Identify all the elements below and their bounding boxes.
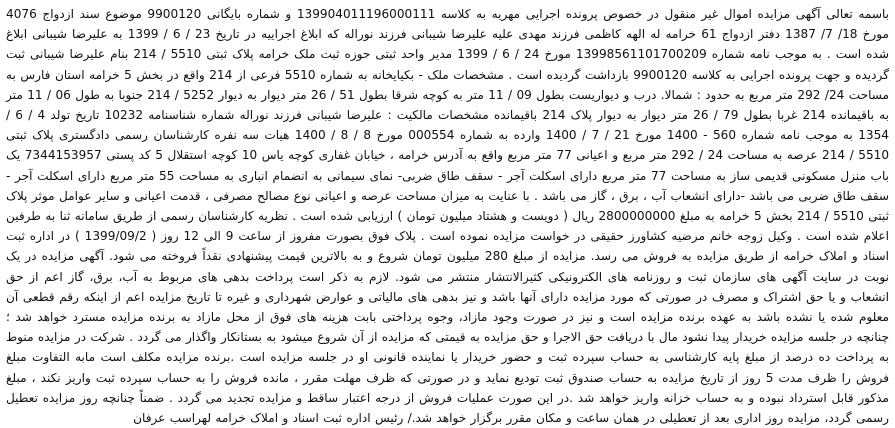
auction-notice-text: باسمه تعالی آگهی مزایده اموال غیر منقول در خصوص پرونده اجرایی مهریه به کلاسه 139904011196000111 و شماره بایگانی 9900120 موضوع سند ازدواج 4076 مورخ 18/ 7/ 1387 دفتر ازدواج 61 خرامه له الهه کاظمی فرزند مهدی علیه علیرضا شیبانی فرزند نوراله که ابلاغ اجراییه در تاریخ 23 / 6 / 1399 به علیرضا شیبانی ابلاغ شده است . به موجب نامه شماره 13998561101700209 مورخ 24 / 6 / 1399 مدیر واحد ثبتی حوزه ثبت ملک خرامه پلاک ثبتی 5510 / 214 بنام علیرضا شیبانی ثبت گردیده و جهت پرونده اجرایی به کلاسه 9900120 بازداشت گردیده است . مشخصات ملک - بکیایخانه به شماره 5510 فرعی از 214 واقع در بخش 5 خرامه استان فارس به مساحت 24/ 292 متر مربع به حدود : شمالا. درب و دیواریست بطول 09 / 11 متر به کوچه شرقا بطول 51 / 26 متر دیوار به دیوار 5252 / 214 جنوبا به طول 06 / 11 متر به باقیمانده 214 غربا بطول 79 / 26 متر دیوار به دیوار پلاک 214 باقیمانده مشخصات مالکیت : علیرضا شیبانی فرزند نوراله شماره شناسنامه 10232 تاریخ تولد 4 / 6 / 1354 به موجب نامه شماره 560 - 1400 مورخ 21 / 7 / 1400 وارده به شماره 000554 مورخ 8 / 8 / 1400 هیات سه نفره کارشناسان رسمی دادگستری پلاک ثبتی 5510 / 214 عرصه به مساحت 24 / 292 متر مربع و اعیانی 77 متر مربع واقع به آدرس خرامه ، خیابان غفاری کوچه یاس 10 کوچه استقلال 5 کد پستی 7344153957 یک باب منزل مسکونی قدیمی ساز به مساحت 77 متر مربع دارای اسکلت آجر - سقف طاق ضربی- نمای سیمانی به انضمام انباری به مساحت 55 متر مربع دارای اسکلت آجر - سقف طاق ضربی می باشد -دارای انشعاب آب ، برق ، گاز می باشد . با عنایت به میزان مساحت عرصه و اعیانی نوع مصالح مصرفی ، قدمت اعیانی و سایر عوامل موثر پلاک ثبتی 5510 / 214 بخش 5 خرامه به مبلغ 2800000000 ریال ( دویست و هشتاد میلیون تومان ) ارزیابی شده است . نظریه کارشناسان رسمی از طریق سامانه ثنا به طرفین اعلام شده است . وکیل زوجه خانم مرضیه کشاورز حقیقی در خواست مزایده نموده است . پلاک فوق بصورت مفروز از ساعت 9 الی 12 روز ( 1399/09/2 ) در اداره ثبت اسناد و املاک خرامه از طریق مزایده به فروش می رسد. مزایده از مبلغ 280 میلیون تومان شروع و به بالاترین قیمت پیشنهادی نقداً فروخته می شود. آگهی مزایده در یک نوبت در سایت آگهی های سازمان ثبت و روزنامه های الکترونیکی کثیرالانتشار منتشر می شود. لازم به ذکر است پرداخت بدهی های مربوط به آب، برق، گاز اعم از حق انشعاب و یا حق اشتراک و مصرف در صورتی که مورد مزایده دارای آنها باشد و نیز بدهی های مالیاتی و عوارض شهرداری و غیره تا تاریخ مزایده اعم از اینکه رقم قطعی آن معلوم شده یا نشده باشد به عهده برنده مزایده است و نیز در صورت وجود مازاد، وجوه پرداختی بابت هزینه های فوق از محل مازاد به برنده مزایده مسترد خواهد شد ؛ چنانچه در جلسه مزایده خریدار پیدا نشود مال با دریافت حق الاجرا و حق مزایده به قیمتی که مزایده از آن شروع میشود به بستانکار واگذار می گردد . شرکت در مزایده منوط به پرداخت ده درصد از مبلغ پایه کارشناسی به حساب سپرده ثبت و حضور خریدار یا نماینده قانونی او در جلسه مزایده است .برنده مزایده مکلف است مابه التفاوت مبلغ فروش را ظرف مدت 5 روز از تاریخ مزایده به حساب صندوق ثبت تودیع نماید و در صورتی که ظرف مهلت مقرر ، مانده فروش را به حساب سپرده ثبت واریز نکند ، مبلغ مذکور قابل استرداد نبوده و به حساب خزانه واریز خواهد شد .در این صورت عملیات فروش از درجه اعتبار ساقط و مزایده تجدید می گردد . ضمناً چنانچه روز مزایده تعطیل رسمی گردد، مزایده روز اداری بعد از تعطیلی در همان ساعت و مکان مقرر برگزار خواهد شد./ رئیس اداره ثبت اسناد و املاک خرامه لهراسب عرفان <box>6 7 890 426</box>
